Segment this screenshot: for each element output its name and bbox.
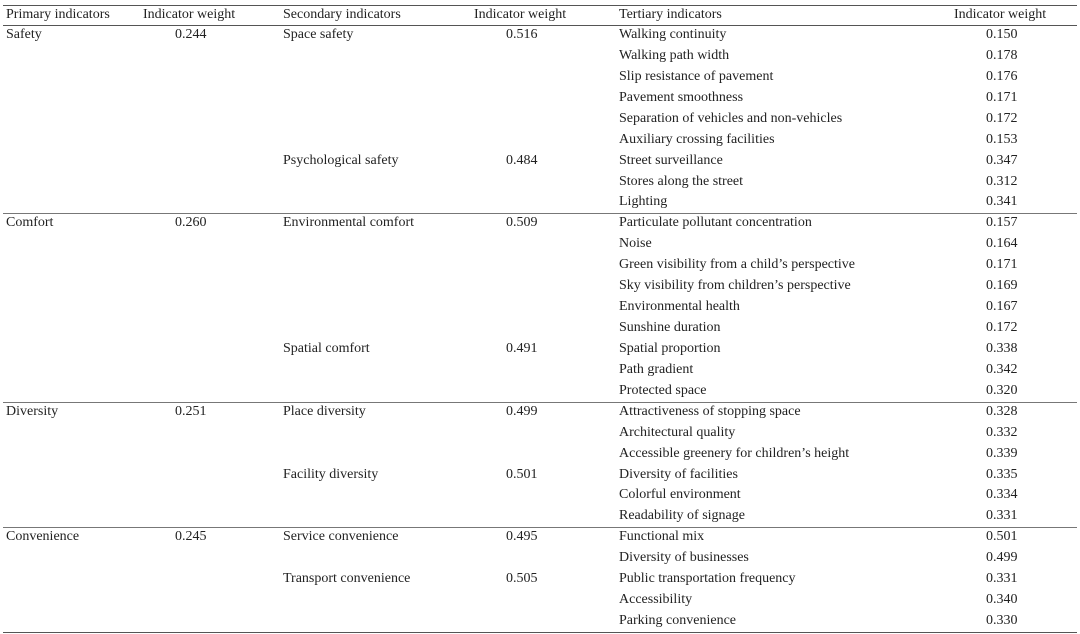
table-row <box>0 506 1080 527</box>
table-row <box>0 423 1080 444</box>
table-row <box>0 548 1080 569</box>
tertiary-weight-cell: 0.341 <box>986 194 1018 210</box>
secondary-weight-cell: 0.495 <box>506 529 538 545</box>
tertiary-weight-cell: 0.153 <box>986 131 1018 147</box>
tertiary-indicator-cell: Green visibility from a child’s perspective <box>619 257 855 273</box>
tertiary-weight-cell: 0.330 <box>986 613 1018 629</box>
tertiary-indicator-cell: Slip resistance of pavement <box>619 68 774 84</box>
table-row <box>0 109 1080 130</box>
header-tertiary-indicators: Tertiary indicators <box>619 7 722 22</box>
tertiary-weight-cell: 0.335 <box>986 466 1018 482</box>
tertiary-weight-cell: 0.331 <box>986 571 1018 587</box>
table-header-row <box>0 5 1080 25</box>
tertiary-indicator-cell: Colorful environment <box>619 487 741 503</box>
tertiary-weight-cell: 0.338 <box>986 340 1018 356</box>
table-row <box>0 360 1080 381</box>
tertiary-indicator-cell: Walking path width <box>619 47 730 63</box>
primary-indicator-cell: Convenience <box>6 529 80 545</box>
tertiary-weight-cell: 0.342 <box>986 361 1018 377</box>
header-secondary-indicators: Secondary indicators <box>283 7 401 22</box>
tertiary-weight-cell: 0.178 <box>986 47 1018 63</box>
tertiary-weight-cell: 0.171 <box>986 257 1018 273</box>
tertiary-indicator-cell: Lighting <box>619 194 668 210</box>
tertiary-indicator-cell: Diversity of businesses <box>619 550 749 566</box>
secondary-weight-cell: 0.505 <box>506 571 538 587</box>
tertiary-weight-cell: 0.334 <box>986 487 1018 503</box>
tertiary-weight-cell: 0.164 <box>986 236 1018 252</box>
tertiary-indicator-cell: Accessible greenery for children’s height <box>619 445 850 461</box>
tertiary-indicator-cell: Sky visibility from children’s perspective <box>619 278 851 294</box>
table-row <box>0 381 1080 402</box>
secondary-indicator-cell: Place diversity <box>283 403 366 419</box>
table-row <box>0 25 1080 46</box>
tertiary-weight-cell: 0.331 <box>986 508 1018 524</box>
table-row <box>0 402 1080 423</box>
table-row <box>0 590 1080 611</box>
tertiary-indicator-cell: Parking convenience <box>619 613 737 629</box>
tertiary-weight-cell: 0.347 <box>986 152 1018 168</box>
tertiary-indicator-cell: Stores along the street <box>619 173 744 189</box>
secondary-weight-cell: 0.499 <box>506 403 538 419</box>
tertiary-indicator-cell: Separation of vehicles and non-vehicles <box>619 110 843 126</box>
secondary-indicator-cell: Psychological safety <box>283 152 399 168</box>
table-row <box>0 318 1080 339</box>
tertiary-weight-cell: 0.328 <box>986 403 1018 419</box>
table-row <box>0 151 1080 172</box>
table-row <box>0 569 1080 590</box>
tertiary-indicator-cell: Street surveillance <box>619 152 723 168</box>
tertiary-weight-cell: 0.339 <box>986 445 1018 461</box>
tertiary-indicator-cell: Protected space <box>619 382 707 398</box>
tertiary-weight-cell: 0.171 <box>986 89 1018 105</box>
tertiary-indicator-cell: Sunshine duration <box>619 320 721 336</box>
tertiary-indicator-cell: Walking continuity <box>619 27 727 42</box>
primary-weight-cell: 0.251 <box>175 403 207 419</box>
secondary-indicator-cell: Transport convenience <box>283 571 411 587</box>
tertiary-indicator-cell: Functional mix <box>619 529 705 545</box>
tertiary-indicator-cell: Pavement smoothness <box>619 89 744 105</box>
header-primary-indicators: Primary indicators <box>6 7 110 22</box>
tertiary-weight-cell: 0.167 <box>986 299 1018 315</box>
primary-indicator-cell: Diversity <box>6 403 59 419</box>
secondary-indicator-cell: Service convenience <box>283 529 399 545</box>
tertiary-indicator-cell: Particulate pollutant concentration <box>619 215 812 231</box>
table-row <box>0 234 1080 255</box>
table-row <box>0 485 1080 506</box>
secondary-weight-cell: 0.491 <box>506 340 538 356</box>
tertiary-weight-cell: 0.499 <box>986 550 1018 566</box>
table-row <box>0 339 1080 360</box>
tertiary-weight-cell: 0.320 <box>986 382 1018 398</box>
header-secondary-weight: Indicator weight <box>474 7 567 22</box>
tertiary-weight-cell: 0.157 <box>986 215 1018 231</box>
secondary-weight-cell: 0.501 <box>506 466 538 482</box>
tertiary-weight-cell: 0.340 <box>986 592 1018 608</box>
tertiary-indicator-cell: Spatial proportion <box>619 340 721 356</box>
tertiary-weight-cell: 0.172 <box>986 110 1018 126</box>
table-row <box>0 46 1080 67</box>
tertiary-indicator-cell: Noise <box>619 236 652 252</box>
table-row <box>0 88 1080 109</box>
tertiary-weight-cell: 0.172 <box>986 320 1018 336</box>
tertiary-indicator-cell: Readability of signage <box>619 508 745 524</box>
primary-weight-cell: 0.244 <box>175 27 207 42</box>
table-row <box>0 255 1080 276</box>
tertiary-weight-cell: 0.332 <box>986 424 1018 440</box>
secondary-weight-cell: 0.484 <box>506 152 538 168</box>
tertiary-weight-cell: 0.169 <box>986 278 1018 294</box>
table-row <box>0 465 1080 486</box>
tertiary-indicator-cell: Auxiliary crossing facilities <box>619 131 775 147</box>
table-row <box>0 172 1080 193</box>
header-primary-weight: Indicator weight <box>143 7 236 22</box>
secondary-indicator-cell: Spatial comfort <box>283 340 370 356</box>
tertiary-indicator-cell: Public transportation frequency <box>619 571 796 587</box>
table-row <box>0 611 1080 632</box>
table-row <box>0 213 1080 234</box>
primary-indicator-cell: Safety <box>6 27 42 42</box>
secondary-indicator-cell: Environmental comfort <box>283 215 415 231</box>
table-row <box>0 276 1080 297</box>
table-row <box>0 444 1080 465</box>
table-row <box>0 130 1080 151</box>
secondary-weight-cell: 0.516 <box>506 27 538 42</box>
secondary-indicator-cell: Facility diversity <box>283 466 379 482</box>
primary-weight-cell: 0.260 <box>175 215 207 231</box>
table-row <box>0 67 1080 88</box>
tertiary-weight-cell: 0.501 <box>986 529 1018 545</box>
table-row <box>0 527 1080 548</box>
tertiary-indicator-cell: Diversity of facilities <box>619 466 738 482</box>
tertiary-indicator-cell: Attractiveness of stopping space <box>619 403 801 419</box>
table-bottom-rule <box>3 632 1077 633</box>
table-row <box>0 192 1080 213</box>
tertiary-indicator-cell: Path gradient <box>619 361 694 377</box>
tertiary-indicator-cell: Accessibility <box>619 592 693 608</box>
tertiary-weight-cell: 0.312 <box>986 173 1018 189</box>
secondary-weight-cell: 0.509 <box>506 215 538 231</box>
header-tertiary-weight: Indicator weight <box>954 7 1047 22</box>
tertiary-indicator-cell: Architectural quality <box>619 424 736 440</box>
primary-weight-cell: 0.245 <box>175 529 207 545</box>
tertiary-indicator-cell: Environmental health <box>619 299 740 315</box>
primary-indicator-cell: Comfort <box>6 215 54 231</box>
tertiary-weight-cell: 0.176 <box>986 68 1018 84</box>
secondary-indicator-cell: Space safety <box>283 27 354 42</box>
tertiary-weight-cell: 0.150 <box>986 27 1018 42</box>
table-row <box>0 297 1080 318</box>
